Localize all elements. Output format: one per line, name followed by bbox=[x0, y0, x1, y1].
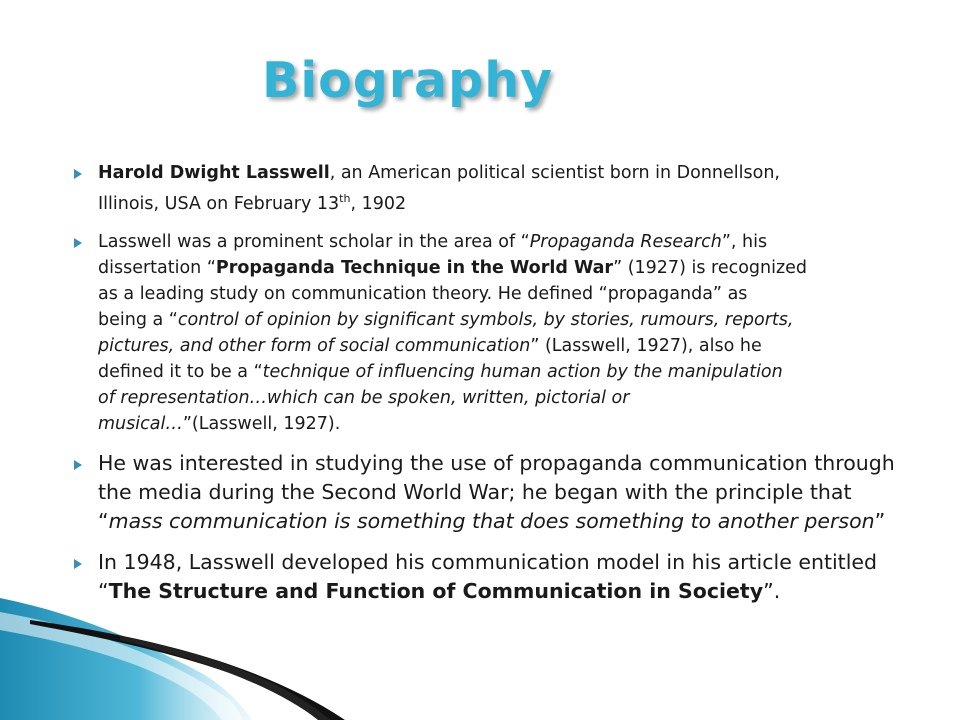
slide-title: Biography bbox=[262, 52, 554, 109]
triangle-right-icon bbox=[74, 559, 82, 569]
triangle-right-icon bbox=[74, 460, 82, 470]
person-name: Harold Dwight Lasswell bbox=[98, 163, 330, 183]
bullet-item-birth bbox=[68, 160, 902, 217]
triangle-right-icon bbox=[74, 169, 82, 179]
bullet-text: In 1948, Lasswell developed his communication model in his article entitled “The Structure and Function of Communication in Society”. bbox=[98, 549, 878, 603]
bullet-item-propaganda bbox=[68, 229, 902, 437]
bullet-text: He was interested in studying the use of propaganda communication through the media during the Second World War; he began with the principle that “mass communication is something that does something to another person” bbox=[98, 450, 895, 533]
triangle-right-icon bbox=[74, 238, 82, 248]
bullet-list bbox=[68, 160, 902, 618]
article-title: The Structure and Function of Communication in Society bbox=[108, 578, 764, 603]
bullet-text: Lasswell was a prominent scholar in the area of “Propaganda Research”, his dissertation “Propaganda Technique in the World War” (1927) is recognized as a leading study on communication theory. He defined “propaganda” as being a “control of opinion by significant symbols, by stories, rumours, reports, pictures, and other form of social communication” (Lasswell, 1927), also he defined it to be a “technique of influencing human action by the manipulation of representation…which can be spoken, written, pictorial or musical…”(Lasswell, 1927). bbox=[98, 231, 808, 434]
bullet-item-interest bbox=[68, 449, 902, 536]
bullet-text: Harold Dwight Lasswell, an American political scientist born in Donnellson, Illinois, USA on February 13th, 1902 bbox=[98, 163, 780, 214]
bullet-item-model bbox=[68, 548, 902, 606]
